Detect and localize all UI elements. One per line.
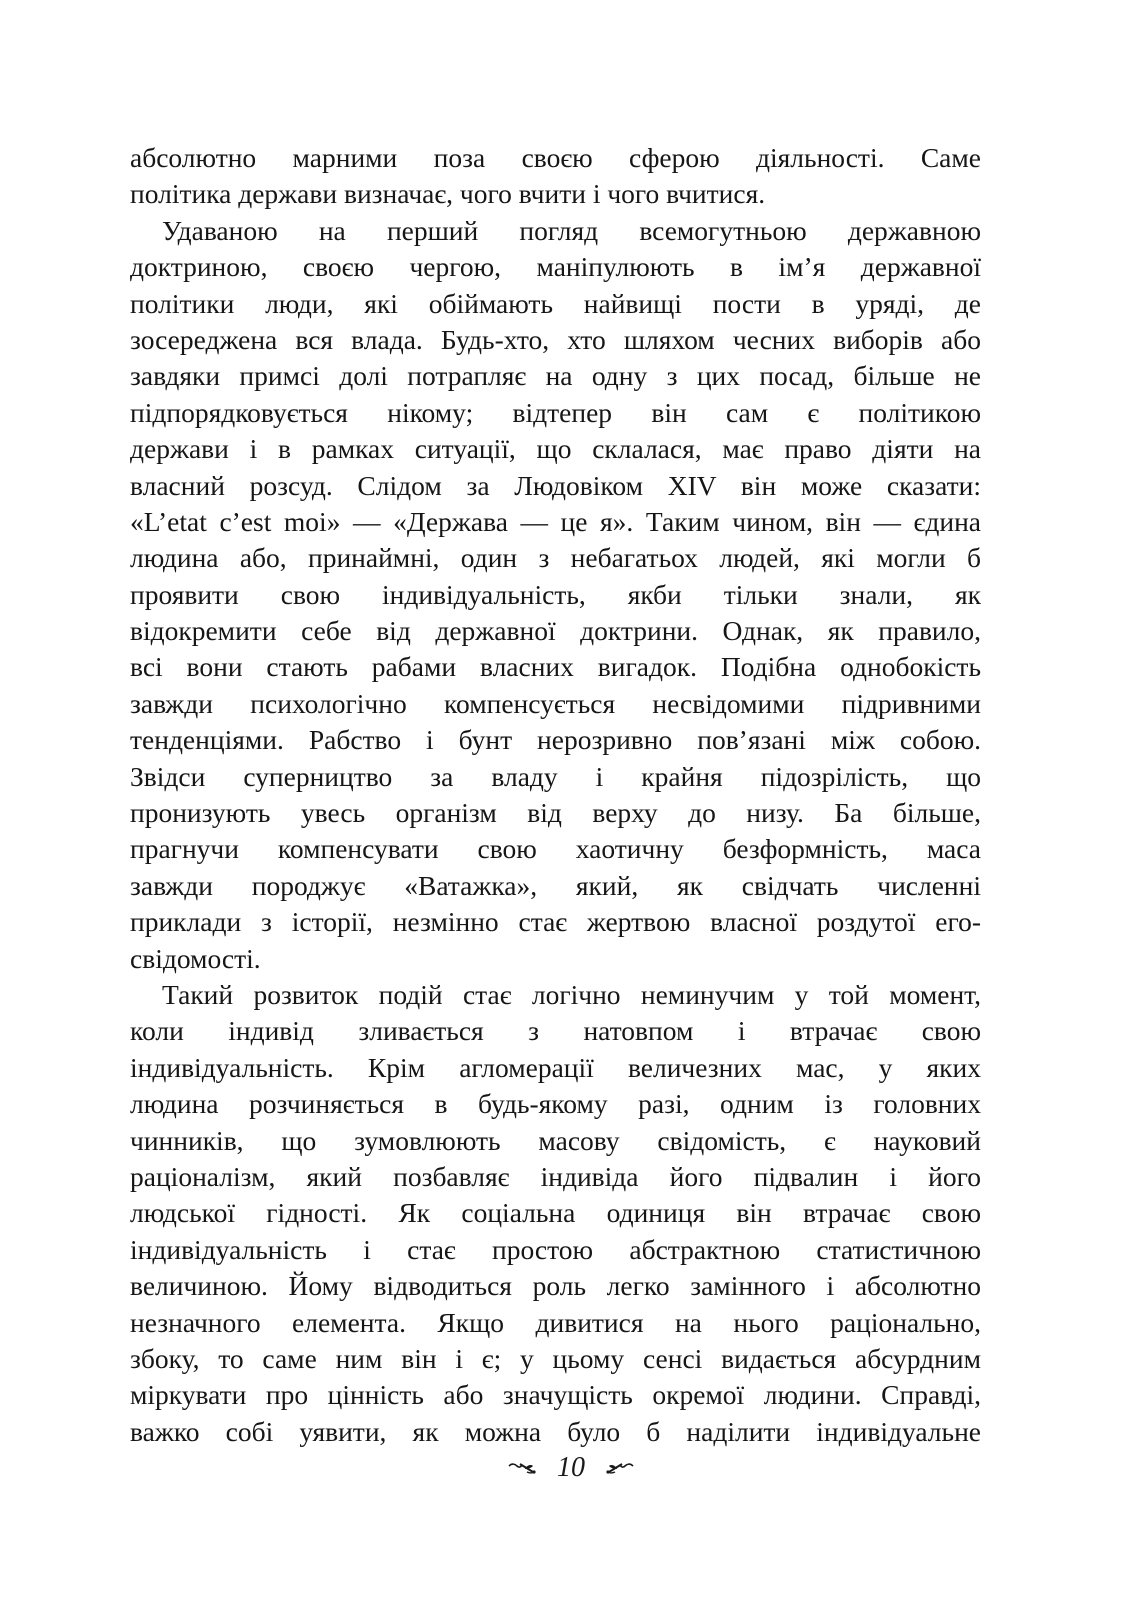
text-line: коли індивід зливається з натовпом і втрачає свою — [130, 1015, 981, 1047]
text-line: чинників, що зумовлюють масову свідомість, є науковий — [130, 1124, 981, 1156]
text-line: свідомості. — [130, 942, 261, 974]
text-line: доктриною, своєю чергою, маніпулюють в ім’я державної — [130, 251, 981, 283]
paragraph — [130, 977, 981, 1450]
text-line: всі вони стають рабами власних вигадок. Подібна однобокість — [130, 651, 981, 683]
text-line: збоку, то саме ним він і є; у цьому сенсі видається абсурдним — [130, 1342, 981, 1374]
paragraph — [130, 213, 981, 977]
text-line: незначного елемента. Якщо дивитися на нього раціонально, — [130, 1306, 981, 1338]
text-line: індивідуальність і стає простою абстрактною статистичною — [130, 1233, 981, 1265]
text-line: держави і в рамках ситуації, що склалася, має право діяти на — [130, 433, 981, 465]
text-line: раціоналізм, який позбавляє індивіда його підвалин і його — [130, 1160, 981, 1192]
text-line: проявити свою індивідуальність, якби тільки знали, як — [130, 578, 981, 610]
text-line: підпорядковується нікому; відтепер він сам є політикою — [130, 396, 981, 428]
text-line: політики люди, які обіймають найвищі пости в уряді, де — [130, 287, 981, 319]
text-line: Звідси суперництво за владу і крайня підозрілість, що — [130, 760, 981, 792]
floral-ornament-right-icon — [601, 1460, 635, 1476]
text-line: «L’etat c’est moi» — «Держава — це я». Таким чином, він — єдина — [130, 505, 981, 537]
text-line: завжди породжує «Ватажка», який, як свідчать численні — [130, 869, 981, 901]
page-footer — [0, 1448, 1142, 1488]
text-line: важко собі уявити, як можна було б наділити індивідуальне — [130, 1415, 981, 1447]
text-line: прагнучи компенсувати свою хаотичну безформність, маса — [130, 833, 981, 865]
text-line: пронизують увесь організм від верху до низу. Ба більше, — [130, 797, 981, 829]
text-line: приклади з історії, незмінно стає жертвою власної роздутої его- — [130, 906, 981, 938]
text-line: завдяки примсі долі потрапляє на одну з цих посад, більше не — [130, 360, 981, 392]
text-line: індивідуальність. Крім агломерації величезних мас, у яких — [130, 1051, 981, 1083]
floral-ornament-left-icon — [507, 1460, 541, 1476]
paragraph — [130, 140, 981, 213]
text-line: політика держави визначає, чого вчити і чого вчитися. — [130, 178, 766, 210]
text-line: тенденціями. Рабство і бунт нерозривно пов’язані між собою. — [130, 724, 981, 756]
text-line: Такий розвиток подій стає логічно неминучим у той момент, — [162, 978, 981, 1010]
page-number: 10 — [557, 1452, 585, 1483]
text-line: людської гідності. Як соціальна одиниця він втрачає свою — [130, 1197, 981, 1229]
text-line: абсолютно марними поза своєю сферою діяльності. Саме — [130, 142, 981, 173]
text-line: людина або, принаймні, один з небагатьох людей, які могли б — [130, 542, 981, 574]
text-line: міркувати про цінність або значущість окремої людини. Справді, — [130, 1379, 981, 1411]
text-line: людина розчиняється в будь-якому разі, одним із головних — [130, 1088, 981, 1120]
text-line: зосереджена вся влада. Будь-хто, хто шляхом чесних виборів або — [130, 323, 981, 355]
text-line: завжди психологічно компенсується несвідомими підривними — [130, 687, 981, 719]
text-line: Удаваною на перший погляд всемогутньою державною — [162, 214, 981, 246]
text-line: відокремити себе від державної доктрини. Однак, як правило, — [130, 615, 981, 647]
body-text — [130, 140, 981, 1450]
text-line: величиною. Йому відводиться роль легко замінного і абсолютно — [130, 1270, 981, 1302]
text-line: власний розсуд. Слідом за Людовіком XIV він може сказати: — [130, 469, 981, 501]
